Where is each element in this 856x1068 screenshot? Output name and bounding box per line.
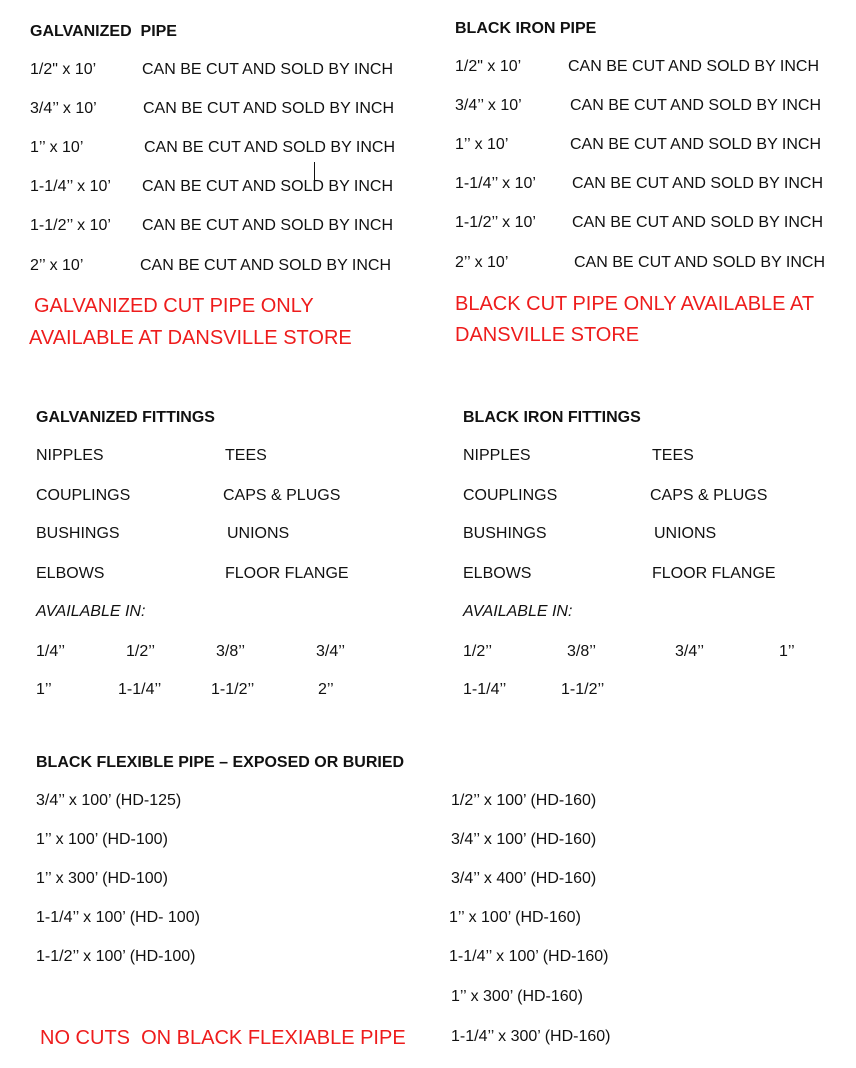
black-iron-pipe-title: BLACK IRON PIPE [455, 20, 597, 37]
black-iron-pipe-note: CAN BE CUT AND SOLD BY INCH [568, 58, 820, 75]
flexible-pipe-right-item: 3/4’’ x 100’ (HD-160) [451, 831, 597, 848]
galvanized-fitting-item: FLOOR FLANGE [225, 565, 349, 582]
black-iron-fitting-item: FLOOR FLANGE [652, 565, 776, 582]
galvanized-pipe-note: CAN BE CUT AND SOLD BY INCH [144, 139, 396, 156]
galvanized-available-label: AVAILABLE IN: [36, 603, 146, 620]
galvanized-fittings-title: GALVANIZED FITTINGS [36, 409, 215, 426]
flexible-pipe-right-item: 1-1/4’’ x 300’ (HD-160) [451, 1028, 611, 1045]
galvanized-pipe-size: 1’’ x 10’ [30, 139, 84, 156]
black-iron-pipe-note: CAN BE CUT AND SOLD BY INCH [572, 214, 824, 231]
galvanized-pipe-note: CAN BE CUT AND SOLD BY INCH [140, 257, 392, 274]
flexible-pipe-left-item: 1’’ x 300’ (HD-100) [36, 870, 168, 887]
black-iron-fitting-item: UNIONS [654, 525, 717, 542]
galvanized-fitting-item: UNIONS [227, 525, 290, 542]
galvanized-fitting-item: TEES [225, 447, 267, 464]
black-iron-fitting-item: BUSHINGS [463, 525, 547, 542]
black-iron-pipe-size: 2’’ x 10’ [455, 254, 509, 271]
black-iron-fitting-size: 1-1/2’’ [561, 681, 605, 698]
galvanized-fitting-size: 1-1/4’’ [118, 681, 162, 698]
black-iron-fittings-title: BLACK IRON FITTINGS [463, 409, 641, 426]
flexible-pipe-left-item: 1-1/2’’ x 100’ (HD-100) [36, 948, 196, 965]
galvanized-pipe-size: 1-1/4’’ x 10’ [30, 178, 111, 195]
flexible-pipe-left-item: 1’’ x 100’ (HD-100) [36, 831, 168, 848]
flexible-pipe-right-item: 3/4’’ x 400’ (HD-160) [451, 870, 597, 887]
galvanized-fitting-item: COUPLINGS [36, 487, 131, 504]
black-iron-fitting-item: ELBOWS [463, 565, 532, 582]
black-cut-notice-line2: DANSVILLE STORE [455, 324, 640, 346]
black-iron-fitting-size: 1-1/4’’ [463, 681, 507, 698]
galvanized-pipe-title: GALVANIZED PIPE [30, 23, 177, 40]
black-iron-pipe-size: 3/4’’ x 10’ [455, 97, 522, 114]
black-iron-fitting-item: TEES [652, 447, 694, 464]
black-iron-fitting-size: 3/4’’ [675, 643, 705, 660]
flexible-pipe-right-item: 1-1/4’’ x 100’ (HD-160) [449, 948, 609, 965]
black-iron-pipe-size: 1/2" x 10’ [455, 58, 522, 75]
black-iron-pipe-note: CAN BE CUT AND SOLD BY INCH [574, 254, 826, 271]
galvanized-pipe-size: 2’’ x 10’ [30, 257, 84, 274]
black-iron-pipe-note: CAN BE CUT AND SOLD BY INCH [570, 136, 822, 153]
flexible-pipe-left-item: 1-1/4’’ x 100’ (HD- 100) [36, 909, 200, 926]
black-iron-fitting-size: 1’’ [779, 643, 795, 660]
galvanized-fitting-size: 2’’ [318, 681, 334, 698]
galvanized-pipe-note: CAN BE CUT AND SOLD BY INCH [142, 61, 394, 78]
galvanized-fitting-size: 3/4’’ [316, 643, 346, 660]
flexible-pipe-left-item: 3/4’’ x 100’ (HD-125) [36, 792, 182, 809]
flexible-pipe-right-item: 1’’ x 100’ (HD-160) [449, 909, 581, 926]
galvanized-pipe-note: CAN BE CUT AND SOLD BY INCH [142, 217, 394, 234]
black-iron-pipe-note: CAN BE CUT AND SOLD BY INCH [572, 175, 824, 192]
galvanized-fitting-size: 1/4’’ [36, 643, 66, 660]
galvanized-fitting-size: 1-1/2’’ [211, 681, 255, 698]
galvanized-fitting-item: ELBOWS [36, 565, 105, 582]
galvanized-pipe-size: 3/4’’ x 10’ [30, 100, 97, 117]
black-iron-fitting-item: NIPPLES [463, 447, 531, 464]
galvanized-pipe-note: CAN BE CUT AND SOLD BY INCH [142, 178, 394, 195]
black-cut-notice-line1: BLACK CUT PIPE ONLY AVAILABLE AT [455, 293, 815, 315]
galvanized-fitting-item: BUSHINGS [36, 525, 120, 542]
black-iron-fitting-size: 3/8’’ [567, 643, 597, 660]
galvanized-fitting-size: 1’’ [36, 681, 52, 698]
black-iron-fitting-item: COUPLINGS [463, 487, 558, 504]
black-iron-pipe-size: 1-1/2’’ x 10’ [455, 214, 536, 231]
galvanized-fitting-item: NIPPLES [36, 447, 104, 464]
black-iron-pipe-note: CAN BE CUT AND SOLD BY INCH [570, 97, 822, 114]
galvanized-cut-notice-line1: GALVANIZED CUT PIPE ONLY [34, 295, 314, 317]
black-iron-pipe-size: 1-1/4’’ x 10’ [455, 175, 536, 192]
galvanized-cut-notice-line2: AVAILABLE AT DANSVILLE STORE [29, 327, 352, 349]
black-iron-fitting-item: CAPS & PLUGS [650, 487, 768, 504]
galvanized-fitting-size: 1/2’’ [126, 643, 156, 660]
no-cuts-notice: NO CUTS ON BLACK FLEXIABLE PIPE [40, 1027, 406, 1049]
galvanized-pipe-note: CAN BE CUT AND SOLD BY INCH [143, 100, 395, 117]
black-iron-available-label: AVAILABLE IN: [463, 603, 573, 620]
black-iron-fitting-size: 1/2’’ [463, 643, 493, 660]
galvanized-pipe-size: 1/2" x 10’ [30, 61, 97, 78]
galvanized-fitting-item: CAPS & PLUGS [223, 487, 341, 504]
flexible-pipe-right-item: 1/2’’ x 100’ (HD-160) [451, 792, 597, 809]
black-flexible-pipe-title: BLACK FLEXIBLE PIPE – EXPOSED OR BURIED [36, 754, 405, 771]
black-iron-pipe-size: 1’’ x 10’ [455, 136, 509, 153]
galvanized-fitting-size: 3/8’’ [216, 643, 246, 660]
galvanized-pipe-size: 1-1/2’’ x 10’ [30, 217, 111, 234]
flexible-pipe-right-item: 1’’ x 300’ (HD-160) [451, 988, 583, 1005]
